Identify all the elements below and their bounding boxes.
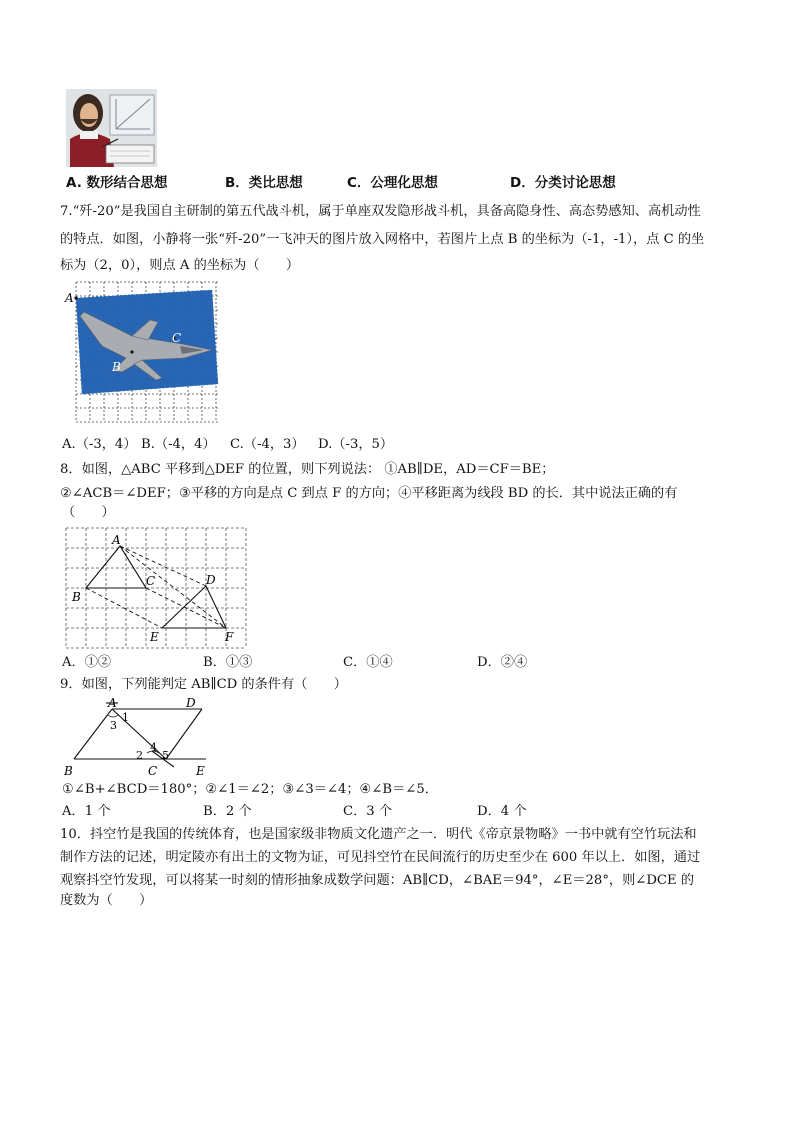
q9-label-b: B [64,764,73,778]
q6-option-d-letter: D． [510,175,535,191]
q10-text-line4: 度数为（ ） [60,893,153,908]
q9-label-angle5: 5 [162,749,169,762]
q6-option-b-text: 类比思想 [248,175,303,191]
q9-option-a: A．1 个 [62,804,111,819]
q9-option-c: C．3 个 [343,804,393,819]
q9-label-angle3: 3 [110,719,117,732]
q10-text-line1: 10．抖空竹是我国的传统体育，也是国家级非物质文化遗产之一．明代《帝京景物略》一书中就有空竹玩法和 [60,827,697,842]
q9-figure-svg [62,695,222,779]
q9-label-angle4: 4 [150,741,157,754]
q8-text-line1: 8．如图，△ABC 平移到△DEF 的位置，则下列说法： ①AB∥DE，AD＝CF＝BE； [60,462,555,477]
q6-option-d-text: 分类讨论思想 [534,175,616,191]
q9-label-a: A [108,696,117,710]
q6-option-b-letter: B． [225,175,249,191]
q7-label-b: B [112,360,121,374]
q10-text-line2: 制作方法的记述，明定陵亦有出土的文物为证，可见抖空竹在民间流行的历史至少在 600 年以上．如图，通过 [60,850,701,865]
q6-option-c [347,174,438,192]
q7-option-b: B.（-4，4） [141,437,216,452]
q9-label-d: D [186,696,196,710]
q8-figure-svg [62,526,248,650]
q8-option-d: D．②④ [477,655,528,670]
q6-option-a-text: 数形结合思想 [86,175,168,191]
q8-label-c: C [146,574,156,588]
q7-label-c: C [172,331,182,345]
q8-text-line3: （ ） [62,505,115,520]
q9-label-c: C [148,764,158,778]
q7-label-a: A [65,291,74,305]
q7-text-line1: 7.“歼-20”是我国自主研制的第五代战斗机，属于单座双发隐形战斗机，具备高隐身性、高态势感知、高机动性 [60,204,701,219]
q9-figure [62,695,222,779]
q6-option-c-letter: C． [347,175,371,191]
q8-figure [62,526,248,650]
q6-option-a [66,174,168,192]
q7-text-line2: 的特点．如图，小静将一张“歼-20”一飞冲天的图片放入网格中，若图片上点 B 的坐标为（-1，-1），点 C 的坐 [60,232,705,247]
q9-conditions: ①∠B+∠BCD＝180°；②∠1＝∠2；③∠3＝∠4；④∠B＝∠5． [62,782,438,797]
q6-option-d [510,174,616,192]
q7-figure-svg [62,280,222,428]
q8-label-a: A [112,533,121,547]
descartes-portrait [66,89,157,167]
q7-option-a: A.（-3，4） [62,437,137,452]
q8-label-b: B [72,590,81,604]
q6-option-a-letter: A. [66,175,82,191]
q8-label-e: E [150,630,159,644]
q9-option-d: D．4 个 [477,804,527,819]
q7-text-line3: 标为（2，0），则点 A 的坐标为（ ） [60,258,300,273]
q7-option-c: C.（-4，3） [230,437,305,452]
q7-figure [62,280,222,428]
q9-text-line1: 9．如图，下列能判定 AB∥CD 的条件有（ ） [60,677,347,692]
q9-label-e: E [196,764,205,778]
q8-label-f: F [225,630,234,644]
q8-text-line2: ②∠ACB＝∠DEF；③平移的方向是点 C 到点 F 的方向；④平移距离为线段 BD 的长．其中说法正确的有 [60,486,678,501]
q8-option-a: A．①② [62,655,112,670]
q7-option-d: D.（-3，5） [318,437,394,452]
q8-option-b: B．①③ [203,655,253,670]
q8-option-c: C．①④ [343,655,393,670]
q8-label-d: D [206,573,216,587]
descartes-portrait-svg [66,89,157,167]
q6-option-b [225,174,303,192]
q9-label-angle2: 2 [136,749,143,762]
q10-text-line3: 观察抖空竹发现，可以将某一时刻的情形抽象成数学问题：AB∥CD，∠BAE＝94°，∠E＝28°，则∠DCE 的 [60,873,695,888]
q9-label-angle1: 1 [122,711,129,724]
q6-option-c-text: 公理化思想 [370,175,438,191]
q9-option-b: B．2 个 [203,804,252,819]
